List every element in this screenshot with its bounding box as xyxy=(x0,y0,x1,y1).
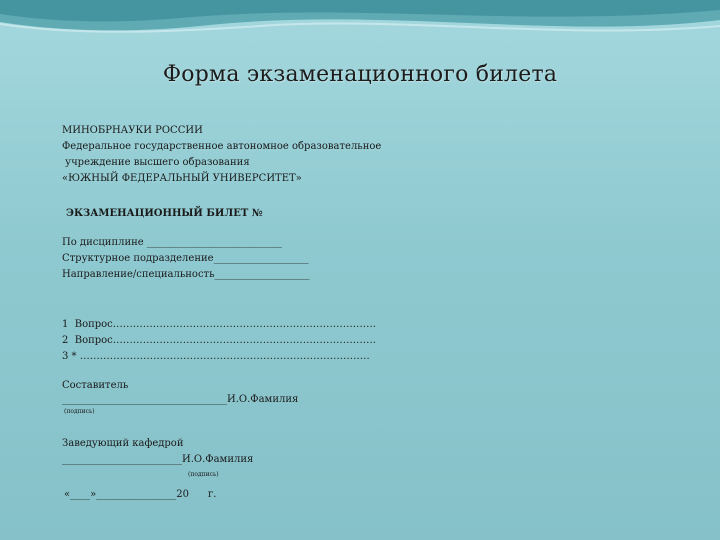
question-3: 3 * …………………………………………………………………………… xyxy=(62,351,370,362)
question-2: 2 Вопрос……………………………………………………………………. xyxy=(62,335,376,346)
head-signature-line: ________________________И.О.Фамилия xyxy=(62,454,254,465)
head-of-department-label: Заведующий кафедрой xyxy=(62,438,184,449)
organization-line-2: учреждение высшего образования xyxy=(62,157,250,168)
ministry-name: МИНОБРНАУКИ РОССИИ xyxy=(62,125,203,136)
department-field: Структурное подразделение___________________ xyxy=(62,253,309,264)
page-title: Форма экзаменационного билета xyxy=(162,62,558,87)
decorative-wave xyxy=(0,0,720,70)
compiler-signature-line: _________________________________И.О.Фамилия xyxy=(62,394,299,405)
specialty-field: Направление/специальность___________________ xyxy=(62,269,310,280)
compiler-label: Составитель xyxy=(62,380,129,391)
discipline-field: По дисциплине ___________________________ xyxy=(62,237,282,248)
ticket-number-label: ЭКЗАМЕНАЦИОННЫЙ БИЛЕТ № xyxy=(66,208,263,219)
question-1: 1 Вопрос……………………………………………………………………. xyxy=(62,319,376,330)
compiler-signature-caption: (подпись) xyxy=(64,408,95,415)
organization-line-1: Федеральное государственное автономное образовательное xyxy=(62,141,382,152)
date-line: «____»________________20 г. xyxy=(64,489,217,500)
head-signature-caption: (подпись) xyxy=(188,471,219,478)
university-name: «ЮЖНЫЙ ФЕДЕРАЛЬНЫЙ УНИВЕРСИТЕТ» xyxy=(62,173,302,184)
